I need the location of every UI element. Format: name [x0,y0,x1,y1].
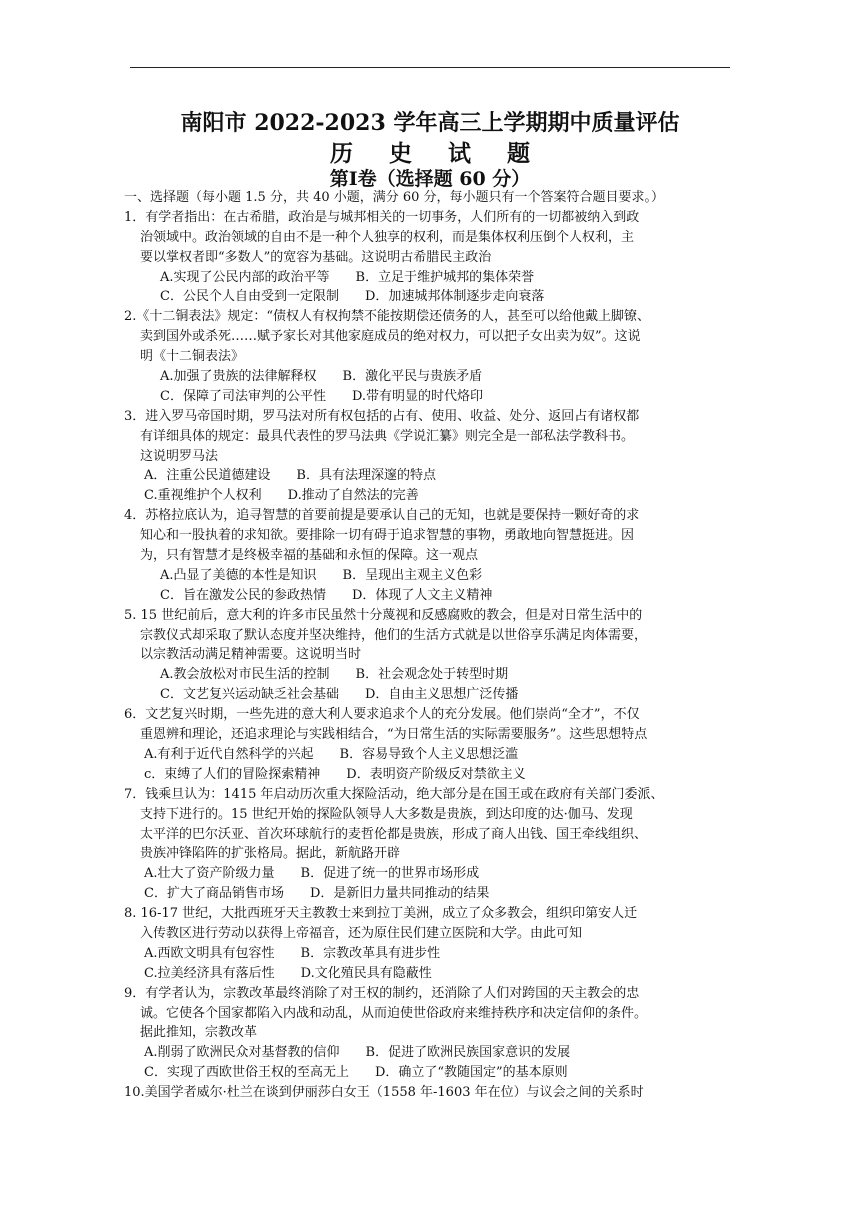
text-line: C．保障了司法审判的公平性 D.带有明显的时代烙印 [160,388,484,404]
text-line: C.重视维护个人权利 D.推动了自然法的完善 [144,488,419,504]
text-line: C．实现了西欧世俗王权的至高无上 D．确立了“教随国定”的基本原则 [144,1065,568,1081]
text-line: 要以掌权者即“多数人”的宽容为基础。这说明古希腊民主政治 [140,249,492,265]
text-line: 10.美国学者威尔·杜兰在谈到伊丽莎白女王（1558 年-1603 年在位）与议会之间的关系时 [124,1085,644,1101]
text-line: 一、选择题（每小题 1.5 分，共 40 小题，满分 60 分，每小题只有一个答案符合题目要求。） [124,190,665,205]
text-line: 8. 16-17 世纪，大批西班牙天主教教士来到拉丁美洲，成立了众多教会，组织印第安人迁 [124,906,638,922]
text-line: c．束缚了人们的冒险探索精神 D．表明资产阶级反对禁欲主义 [144,766,526,782]
text-line: 知心和一股执着的求知欲。要排除一切有碍于追求智慧的事物，勇敢地向智慧挺进。因 [140,528,635,544]
text-line: 9．有学者认为，宗教改革最终消除了对王权的制约，还消除了人们对跨国的天主教会的忠 [124,985,640,1001]
text-line: C.拉美经济具有落后性 D.文化殖民具有隐蔽性 [144,965,432,981]
text-line: 这说明罗马法 [140,448,219,464]
text-line: 2.《十二铜表法》规定：“债权人有权拘禁不能按期偿还债务的人，甚至可以给他戴上脚镣、 [124,309,651,325]
text-line: A.教会放松对市民生活的控制 B．社会观念处于转型时期 [160,667,509,683]
text-line: C．扩大了商品销售市场 D．是新旧力量共同推动的结果 [144,886,490,902]
text-line: 7．钱乘旦认为：1415 年启动历次重大探险活动，绝大部分是在国王或在政府有关部门委派、 [124,786,664,802]
text-line: 4．苏格拉底认为，追寻智慧的首要前提是要承认自己的无知，也就是要保持一颗好奇的求 [124,508,640,524]
text-line: 贵族冲锋陷阵的扩张格局。据此，新航路开辟 [140,846,401,862]
text-line: 为，只有智慧才是终极幸福的基础和永恒的保障。这一观点 [140,548,479,564]
text-line: 5. 15 世纪前后，意大利的许多市民虽然十分蔑视和反感腐败的教会，但是对日常生活中的 [124,607,643,623]
text-line: 入传教区进行劳动以获得上帝福音，还为原住民们建立医院和大学。由此可知 [140,925,583,941]
text-line: A.有利于近代自然科学的兴起 B．容易导致个人主义思想泛滥 [144,746,519,762]
section-title: 第Ⅰ卷（选择题 60 分） [329,168,531,190]
text-line: C．文艺复兴运动缺乏社会基础 D．自由主义思想广泛传播 [160,687,519,703]
text-line: 太平洋的巴尔沃亚、首次环球航行的麦哲伦都是贵族，形成了商人出钱、国王牵线组织、 [140,826,648,842]
text-line: 支持下进行的。15 世纪开始的探险队领导人大多数是贵族，到达印度的达·伽马、发现 [140,806,633,822]
text-line: 以宗教活动满足精神需要。这说明当时 [140,647,362,663]
exam-title: 南阳市 2022-2023 学年高三上学期期中质量评估 [180,110,680,136]
subject-title: 历 史 试 题 [329,140,545,167]
top-rule [130,67,730,68]
text-line: 有详细具体的规定：最具代表性的罗马法典《学说汇纂》则完全是一部私法学教科书。 [140,428,635,444]
text-line: 治领域中。政治领域的自由不是一种个人独享的权利，而是集体权利压倒个人权利，主 [140,229,635,245]
text-line: 明《十二铜表法》 [140,349,245,365]
text-line: 3．进入罗马帝国时期，罗马法对所有权包括的占有、使用、收益、处分、返回占有诸权都 [124,408,640,424]
question-body [124,188,744,1103]
text-line: C．旨在激发公民的参政热情 D．体现了人文主义精神 [160,587,493,603]
text-line: 宗教仪式却采取了默认态度并坚决维持，他们的生活方式就是以世俗享乐满足肉体需要， [140,627,648,643]
text-line: A.凸显了美德的本性是知识 B．呈现出主观主义色彩 [160,567,483,583]
text-line: 1．有学者指出：在古希腊，政治是与城邦相关的一切事务，人们所有的一切都被纳入到政 [124,209,640,225]
text-line: 6．文艺复兴时期，一些先进的意大利人要求追求个人的充分发展。他们崇尚“全才”，不仅 [124,707,640,723]
text-line: 诚。它使各个国家都陷入内战和动乱，从而迫使世俗政府来维持秩序和决定信仰的条件。 [140,1005,648,1021]
text-line: A.削弱了欧洲民众对基督教的信仰 B．促进了欧洲民族国家意识的发展 [144,1045,571,1061]
text-line: A.西欧文明具有包容性 B．宗教改革具有进步性 [144,945,441,961]
text-line: A.实现了公民内部的政治平等 B．立足于维护城邦的集体荣誉 [160,269,535,285]
text-line: A．注重公民道德建设 B．具有法理深邃的特点 [144,468,436,484]
text-line: 重恩辨和理论，还追求理论与实践相结合，“为日常生活的实际需要服务”。这些思想特点 [140,727,648,743]
text-line: 卖到国外或杀死……赋予家长对其他家庭成员的绝对权力，可以把子女出卖为奴”。这说 [140,329,641,345]
text-line: A.加强了贵族的法律解释权 B．激化平民与贵族矛盾 [160,369,483,385]
text-line: 据此推知，宗教改革 [140,1025,258,1041]
text-line: A.壮大了资产阶级力量 B．促进了统一的世界市场形成 [144,866,480,882]
text-line: C．公民个人自由受到一定限制 D．加速城邦体制逐步走向衰落 [160,289,545,305]
